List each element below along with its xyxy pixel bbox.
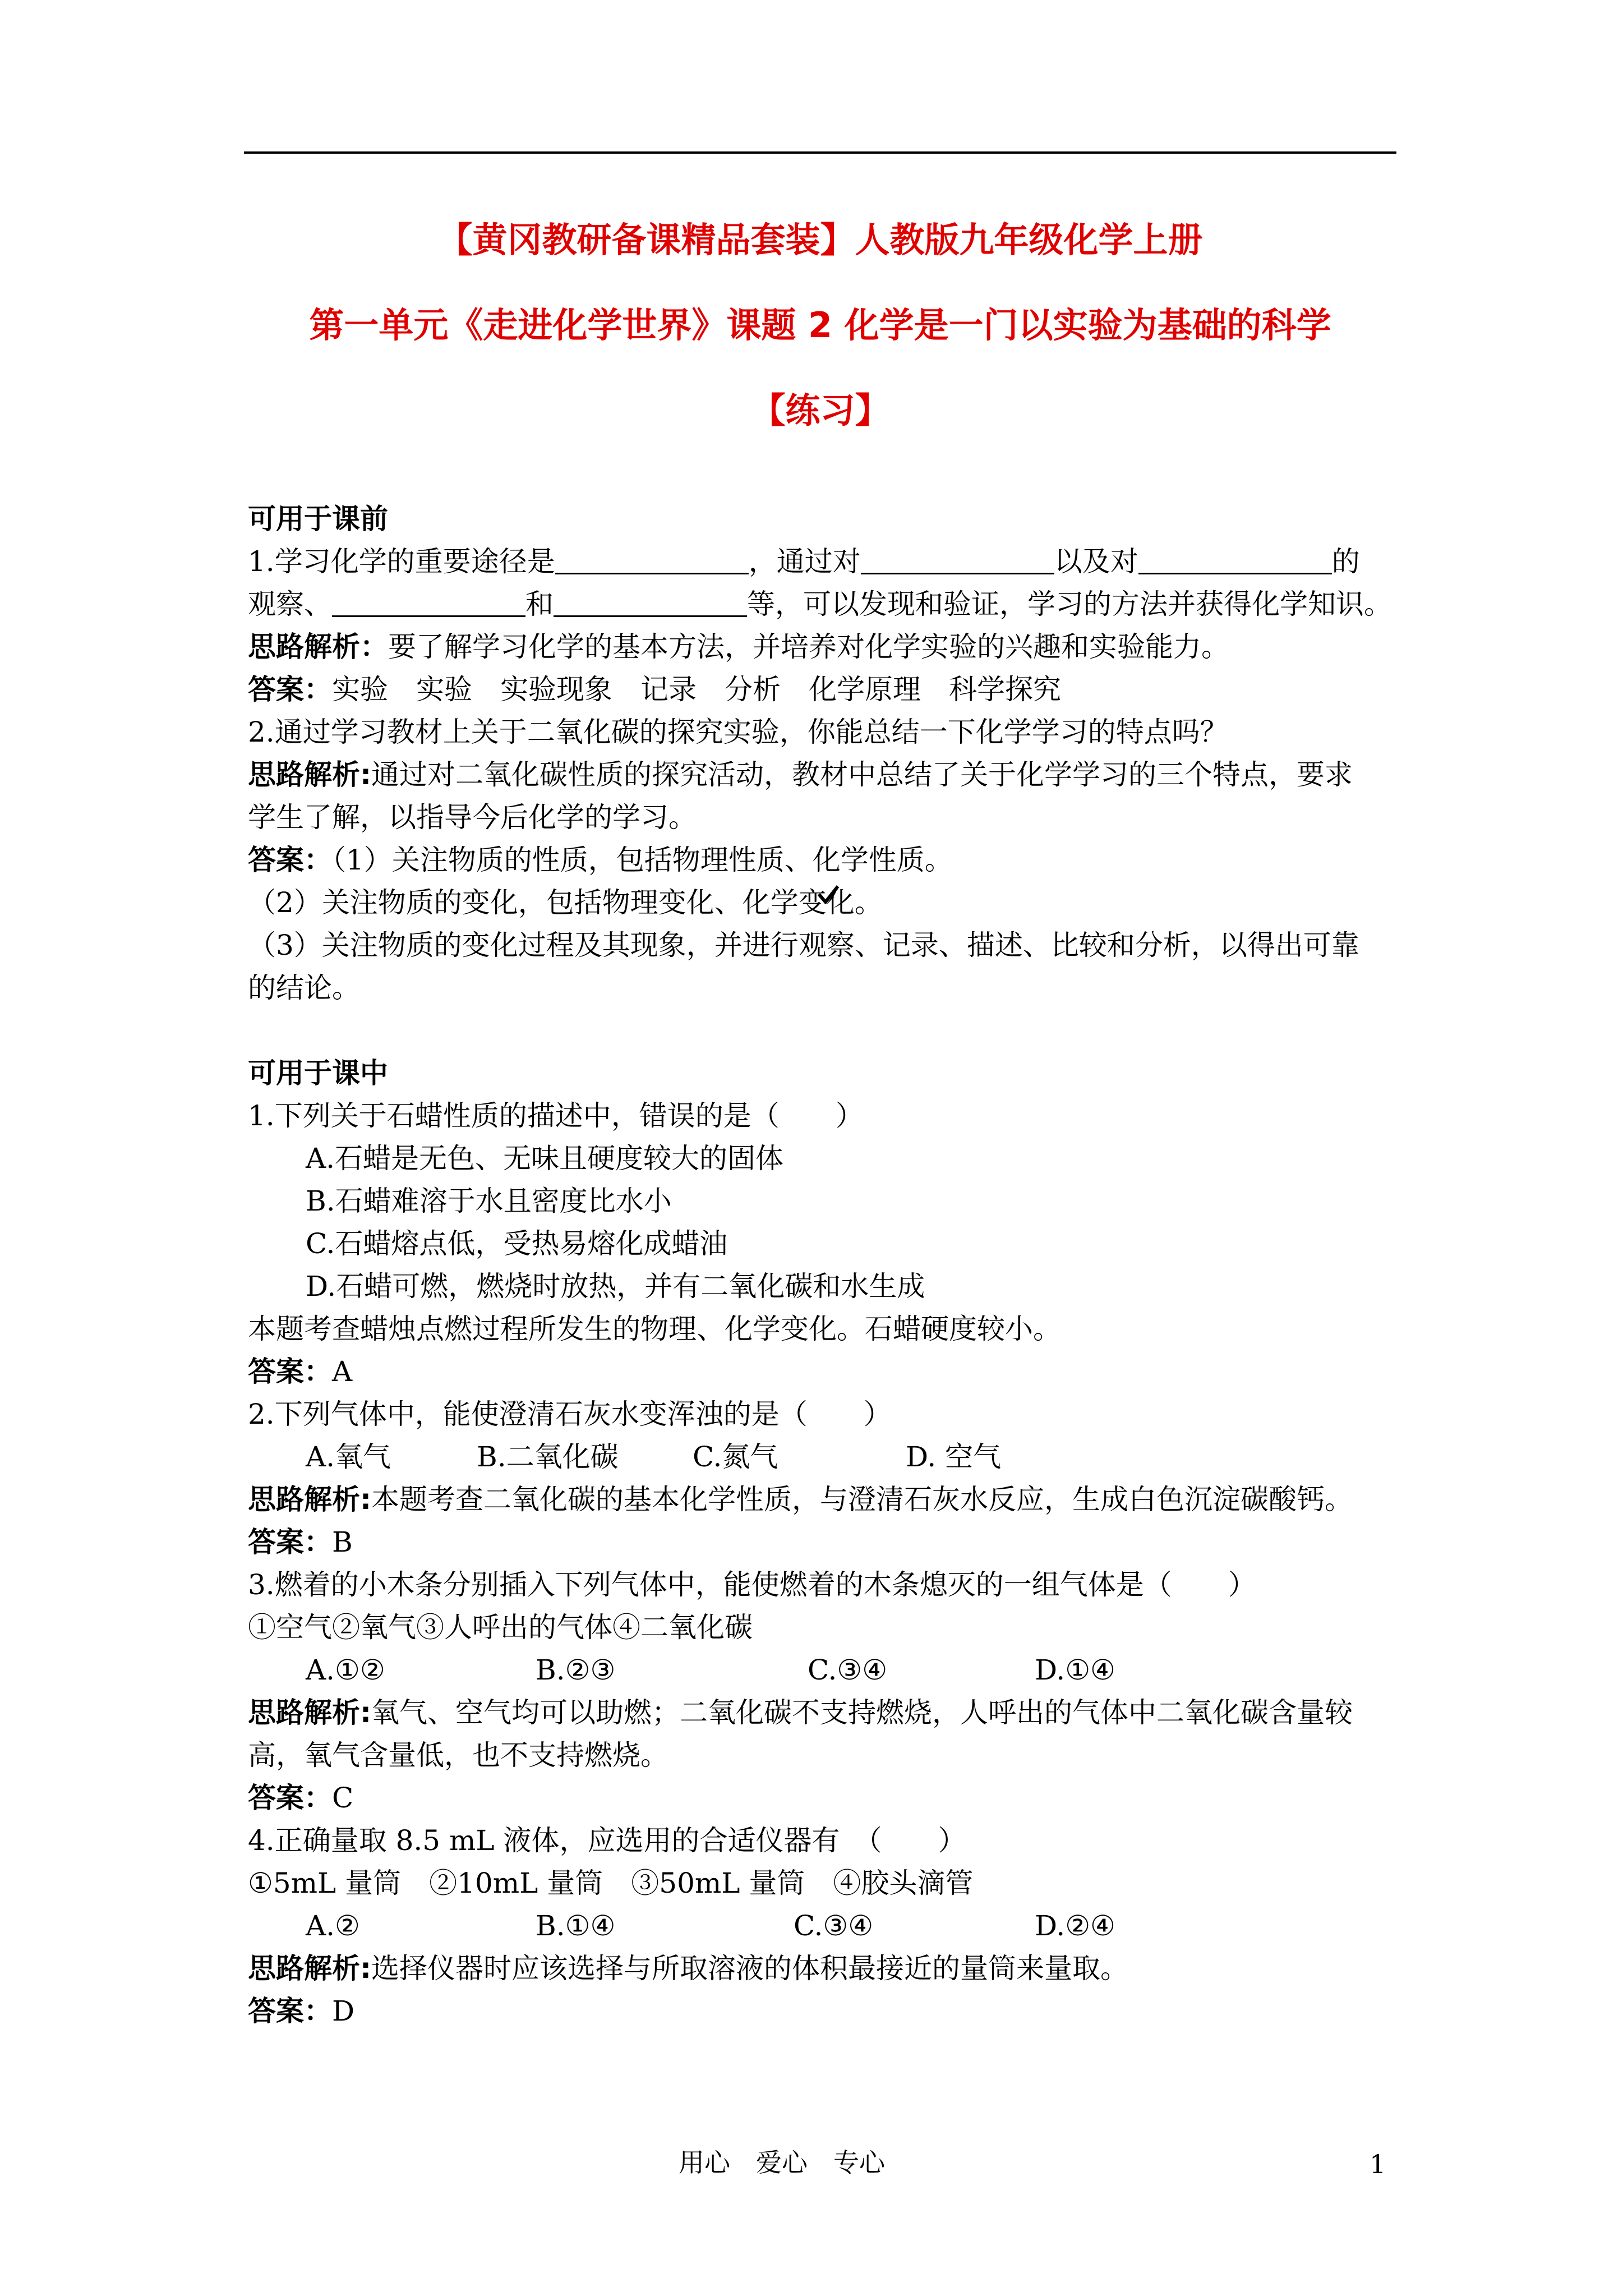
option-a: A.氧气 bbox=[306, 1441, 391, 1473]
answer-label: 答案： bbox=[248, 844, 332, 876]
in-q4-answer bbox=[248, 1994, 354, 2028]
checkmark-icon bbox=[818, 885, 839, 904]
pre-q1-answer bbox=[248, 672, 1061, 707]
analysis-label: 思路解析: bbox=[248, 758, 371, 791]
answer-text: A bbox=[332, 1355, 353, 1388]
pre-q1-text: 1.学习化学的重要途径是 bbox=[248, 545, 555, 578]
in-q4-options bbox=[306, 1908, 1115, 1943]
in-q1-question: 1.下列关于石蜡性质的描述中，错误的是（ ） bbox=[248, 1099, 864, 1132]
pre-q1-text: 观察、 bbox=[248, 588, 332, 620]
option-d: D.②④ bbox=[1035, 1910, 1115, 1942]
in-q2-question: 2.下列气体中，能使澄清石灰水变浑浊的是（ ） bbox=[248, 1398, 892, 1430]
option-b: B.二氧化碳 bbox=[477, 1441, 619, 1473]
analysis-label: 思路解析: bbox=[248, 1952, 371, 1985]
option-b: B.②③ bbox=[536, 1654, 616, 1686]
analysis-label: 思路解析: bbox=[248, 1696, 371, 1729]
option-d: D. 空气 bbox=[906, 1441, 1002, 1473]
pre-q2-analysis-line2: 学生了解，以指导今后化学的学习。 bbox=[248, 801, 697, 834]
in-q1-option-b: B.石蜡难溶于水且密度比水小 bbox=[306, 1185, 672, 1217]
pre-q1-text: 以及对 bbox=[1054, 545, 1138, 578]
fill-blank-2 bbox=[861, 545, 1054, 574]
pre-q1-line2 bbox=[248, 587, 1392, 622]
fill-blank-5 bbox=[554, 587, 747, 617]
pre-q1-text: 和 bbox=[525, 588, 554, 620]
section-heading-in-class: 可用于课中 bbox=[248, 1057, 388, 1089]
fill-blank-1 bbox=[555, 545, 749, 574]
analysis-text: 本题考查二氧化碳的基本化学性质，与澄清石灰水反应，生成白色沉淀碳酸钙。 bbox=[371, 1483, 1353, 1516]
answer-label: 答案： bbox=[248, 1355, 332, 1388]
in-q4-question: 4.正确量取 8.5 mL 液体，应选用的合适仪器有 （ ） bbox=[248, 1824, 966, 1857]
pre-q2-answer-3b: 的结论。 bbox=[248, 972, 360, 1004]
analysis-text: 要了解学习化学的基本方法，并培养对化学实验的兴趣和实验能力。 bbox=[388, 631, 1229, 663]
pre-q2-answer-3a: （3）关注物质的变化过程及其现象，并进行观察、记录、描述、比较和分析，以得出可靠 bbox=[248, 929, 1359, 961]
option-a: A.①② bbox=[306, 1654, 385, 1686]
option-a: A.② bbox=[306, 1910, 360, 1942]
in-q1-option-c: C.石蜡熔点低，受热易熔化成蜡油 bbox=[306, 1227, 728, 1260]
analysis-text: 氧气、空气均可以助燃；二氧化碳不支持燃烧，人呼出的气体中二氧化碳含量较 bbox=[371, 1696, 1353, 1729]
answer-text: C bbox=[332, 1782, 354, 1814]
in-q3-analysis-line1 bbox=[248, 1695, 1353, 1730]
pre-q1-line1 bbox=[248, 544, 1360, 579]
in-q1-analysis: 本题考查蜡烛点燃过程所发生的物理、化学变化。石蜡硬度较小。 bbox=[248, 1313, 1061, 1345]
answer-label: 答案： bbox=[248, 1782, 332, 1814]
page-number: 1 bbox=[1370, 2149, 1386, 2179]
in-q4-analysis bbox=[248, 1951, 1128, 1986]
pre-q1-text: ，通过对 bbox=[748, 545, 861, 578]
in-q2-options bbox=[306, 1439, 1001, 1474]
in-q4-items: ①5mL 量筒 ②10mL 量筒 ③50mL 量筒 ④胶头滴管 bbox=[248, 1867, 974, 1899]
document-title-line2: 第一单元《走进化学世界》课题 2 化学是一门以实验为基础的科学 bbox=[309, 305, 1331, 346]
in-q3-options bbox=[306, 1653, 1115, 1687]
in-q2-analysis bbox=[248, 1482, 1353, 1517]
in-q2-answer bbox=[248, 1525, 353, 1559]
option-c: C.③④ bbox=[808, 1654, 888, 1686]
analysis-label: 思路解析： bbox=[248, 631, 388, 663]
pre-q2-question: 2.通过学习教材上关于二氧化碳的探究实验，你能总结一下化学学习的特点吗？ bbox=[248, 716, 1228, 748]
in-q3-items: ①空气②氧气③人呼出的气体④二氧化碳 bbox=[248, 1611, 753, 1644]
header-rule bbox=[244, 151, 1396, 154]
option-b: B.①④ bbox=[536, 1910, 616, 1942]
analysis-text: 通过对二氧化碳性质的探究活动，教材中总结了关于化学学习的三个特点，要求 bbox=[371, 758, 1353, 791]
in-q3-analysis-line2: 高，氧气含量低，也不支持燃烧。 bbox=[248, 1739, 668, 1772]
pre-q1-analysis bbox=[248, 629, 1229, 664]
document-title-line3: 【练习】 bbox=[750, 390, 890, 431]
in-q1-option-a: A.石蜡是无色、无味且硬度较大的固体 bbox=[306, 1142, 784, 1175]
answer-text: D bbox=[332, 1995, 355, 2027]
answer-text: 实验 实验 实验现象 记录 分析 化学原理 科学探究 bbox=[332, 673, 1061, 706]
answer-label: 答案： bbox=[248, 1526, 332, 1558]
fill-blank-3 bbox=[1138, 545, 1332, 574]
footer-motto: 用心 爱心 专心 bbox=[679, 2147, 885, 2178]
section-heading-pre-class: 可用于课前 bbox=[248, 503, 388, 535]
fill-blank-4 bbox=[332, 587, 525, 617]
in-q1-option-d: D.石蜡可燃，燃烧时放热，并有二氧化碳和水生成 bbox=[306, 1270, 925, 1303]
document-title-line1: 【黄冈教研备课精品套装】人教版九年级化学上册 bbox=[437, 219, 1203, 260]
option-d: D.①④ bbox=[1035, 1654, 1115, 1686]
answer-text: B bbox=[332, 1526, 353, 1558]
analysis-label: 思路解析: bbox=[248, 1483, 371, 1516]
pre-q2-answer-2: （2）关注物质的变化，包括物理变化、化学变化。 bbox=[248, 886, 883, 919]
in-q3-question: 3.燃着的小木条分别插入下列气体中，能使燃着的木条熄灭的一组气体是（ ） bbox=[248, 1568, 1256, 1601]
in-q1-answer bbox=[248, 1354, 352, 1389]
in-q3-answer bbox=[248, 1780, 353, 1815]
analysis-text: 选择仪器时应该选择与所取溶液的体积最接近的量筒来量取。 bbox=[371, 1952, 1128, 1985]
option-c: C.③④ bbox=[794, 1910, 874, 1942]
pre-q2-analysis-line1 bbox=[248, 757, 1353, 792]
answer-label: 答案： bbox=[248, 1995, 332, 2027]
option-c: C.氮气 bbox=[693, 1441, 778, 1473]
pre-q2-answer-1 bbox=[248, 843, 953, 877]
pre-q1-text: 的 bbox=[1331, 545, 1360, 578]
pre-q1-text: 等，可以发现和验证，学习的方法并获得化学知识。 bbox=[747, 588, 1392, 620]
answer-label: 答案： bbox=[248, 673, 332, 706]
answer-text: （1）关注物质的性质，包括物理性质、化学性质。 bbox=[332, 844, 953, 876]
